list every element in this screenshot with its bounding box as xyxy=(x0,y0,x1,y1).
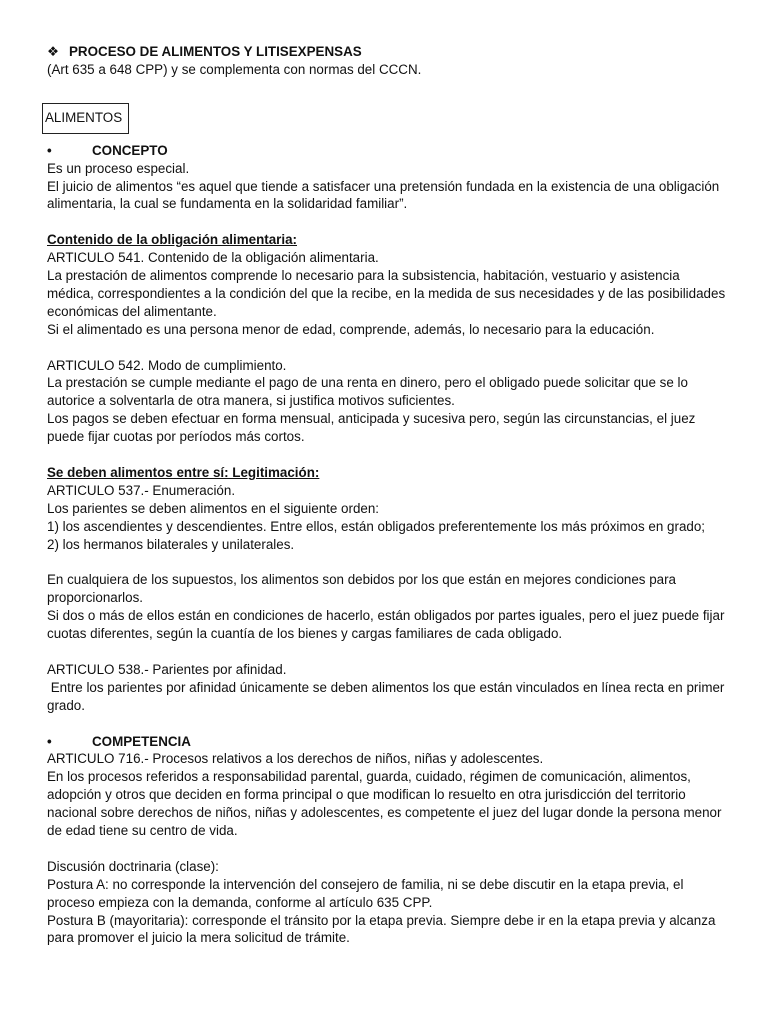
diamond-bullet-icon: ❖ xyxy=(47,44,60,59)
document-body xyxy=(47,43,727,947)
concepto-line: El juicio de alimentos “es aquel que tiende a satisfacer una pretensión fundada en la existencia de una obligación alimentaria, la cual se fundamenta en la solidaridad familiar”. xyxy=(47,178,720,212)
article-paragraph: En los procesos referidos a responsabilidad parental, guarda, cuidado, régimen de comunicación, alimentos, adopción y otros que deciden en forma principal o que modifican lo resuelto en otra jurisdicción del territorio nacional sobre derechos de niños, niñas y adolescentes, es competente el juez del lugar donde la persona menor de edad tiene su centro de vida. xyxy=(47,769,722,839)
competencia-heading: • COMPETENCIA xyxy=(47,733,191,749)
discusion-title: Discusión doctrinaria (clase): xyxy=(47,858,219,874)
article-title: ARTICULO 716.- Procesos relativos a los derechos de niños, niñas y adolescentes. xyxy=(47,751,544,767)
bullet-icon: • xyxy=(47,733,52,749)
article-paragraph: Entre los parientes por afinidad únicamente se deben alimentos los que están vinculados en línea recta en primer grado. xyxy=(47,679,729,713)
article-paragraph: Si dos o más de ellos están en condiciones de hacerlo, están obligados por partes iguales, pero el juez puede fijar cuotas diferentes, según la cuantía de los bienes y cargas familiares de cada obligado. xyxy=(47,608,725,642)
list-item: 2) los hermanos bilaterales y unilaterales. xyxy=(47,536,295,552)
article-paragraph: Si el alimentado es una persona menor de edad, comprende, además, lo necesario para la educación. xyxy=(47,321,655,337)
article-paragraph: Los parientes se deben alimentos en el siguiente orden: xyxy=(47,500,380,516)
article-paragraph: La prestación se cumple mediante el pago de una renta en dinero, pero el obligado puede solicitar que se lo autorice a solventarla de otra manera, si justifica motivos suficientes. xyxy=(47,375,688,409)
legitimacion-heading: Se deben alimentos entre sí: Legitimación: xyxy=(47,464,320,480)
postura-b: Postura B (mayoritaria): corresponde el tránsito por la etapa previa. Siempre debe ir en la etapa previa y alcanza para promover el juicio la mera solicitud de trámite. xyxy=(47,912,716,946)
list-item: 1) los ascendientes y descendientes. Entre ellos, están obligados preferentemente los más próximos en grado; xyxy=(47,518,706,534)
article-paragraph: La prestación de alimentos comprende lo necesario para la subsistencia, habitación, vestuario y asistencia médica, correspondientes a la condición del que la recibe, en la medida de sus necesidades y de las posibilidades económicas del alimentante. xyxy=(47,268,726,319)
article-paragraph: En cualquiera de los supuestos, los alimentos son debidos por los que están en mejores condiciones para proporcionarlos. xyxy=(47,572,677,606)
bullet-icon: • xyxy=(47,142,52,158)
article-paragraph: Los pagos se deben efectuar en forma mensual, anticipada y sucesiva pero, según las circunstancias, el juez puede fijar cuotas por períodos más cortos. xyxy=(47,411,696,445)
section-box-alimentos: ALIMENTOS xyxy=(42,103,129,134)
article-title: ARTICULO 541. Contenido de la obligación alimentaria. xyxy=(47,250,379,266)
concepto-heading: • CONCEPTO xyxy=(47,142,168,158)
contenido-heading: Contenido de la obligación alimentaria: xyxy=(47,232,297,248)
document-subtitle: (Art 635 a 648 CPP) y se complementa con normas del CCCN. xyxy=(47,61,422,77)
concepto-line: Es un proceso especial. xyxy=(47,160,190,176)
postura-a: Postura A: no corresponde la intervención del consejero de familia, ni se debe discutir en la etapa previa, el proceso empieza con la demanda, conforme al artículo 635 CPP. xyxy=(47,876,684,910)
article-title: ARTICULO 537.- Enumeración. xyxy=(47,482,236,498)
article-title: ARTICULO 542. Modo de cumplimiento. xyxy=(47,357,287,373)
document-title: ❖ PROCESO DE ALIMENTOS Y LITISEXPENSAS xyxy=(47,44,362,59)
article-title: ARTICULO 538.- Parientes por afinidad. xyxy=(47,661,287,677)
